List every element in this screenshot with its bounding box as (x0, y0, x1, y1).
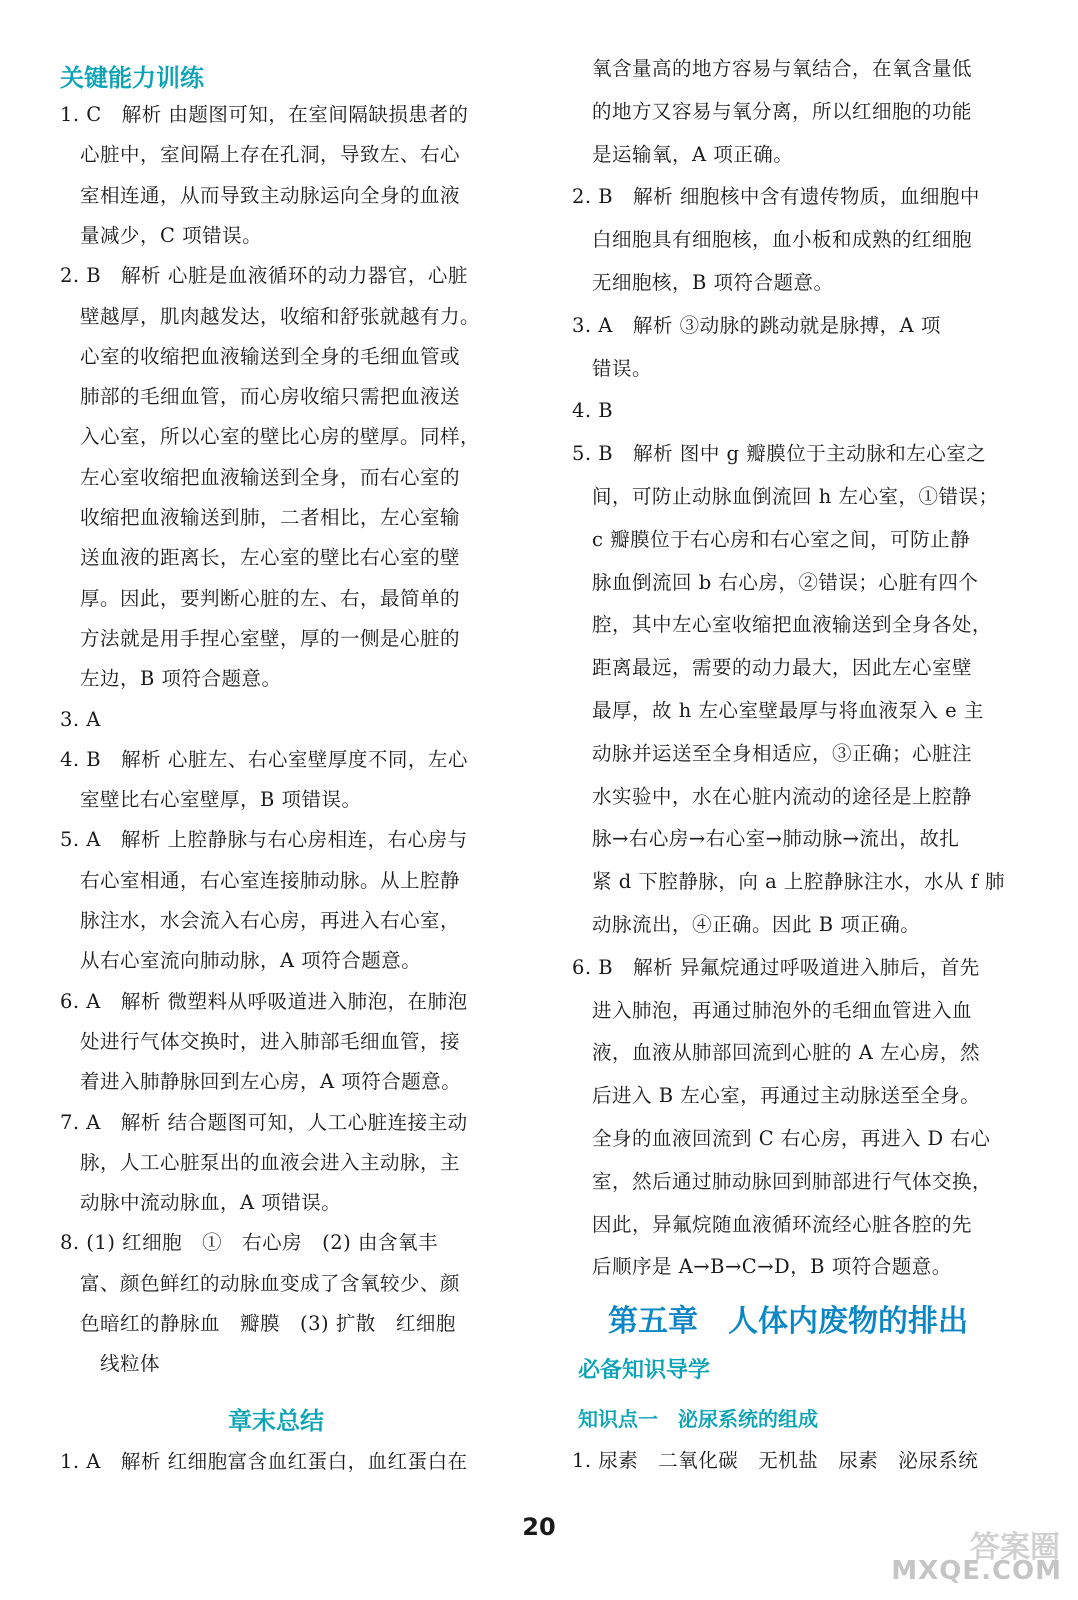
answer-line: 厚。因此，要判断心脏的左、右，最简单的 (60, 586, 461, 610)
answer-line: 收缩把血液输送到肺，二者相比，左心室输 (60, 506, 461, 529)
page-number: 20 (522, 1513, 556, 1541)
watermark-text: MXQE.COM (891, 1556, 1062, 1586)
answer-line: 方法就是用手捏心室壁，厚的一侧是心脏的 (60, 626, 461, 650)
section-heading-chapter-summary: 章末总结 (228, 1407, 324, 1435)
answer-line: 错误。 (572, 356, 653, 380)
answer-line: 送血液的距离长，左心室的壁比右心室的壁 (60, 546, 461, 570)
answer-line: 距离最远，需要的动力最大，因此左心室壁 (572, 656, 973, 680)
answer-line: 后进入 B 左心室，再通过主动脉送至全身。 (572, 1084, 981, 1108)
answer-line: 脉，人工心脏泵出的血液会进入主动脉，主 (60, 1150, 461, 1174)
answer-line: 液，血液从肺部回流到心脏的 A 左心房，然 (572, 1041, 980, 1065)
answer-line: 脉血倒流回 b 右心房，②错误；心脏有四个 (572, 570, 979, 594)
answer-line: 全身的血液回流到 C 右心房，再进入 D 右心 (572, 1127, 991, 1150)
section-heading-key-skills: 关键能力训练 (60, 64, 204, 92)
answer-line: 间，可防止动脉血倒流回 h 左心室，①错误； (572, 485, 999, 508)
chapter-title: 第五章 人体内废物的排出 (608, 1304, 968, 1339)
answer-line: 心脏中，室间隔上存在孔洞，导致左、右心 (60, 143, 461, 167)
answer-line: 白细胞具有细胞核，血小板和成熟的红细胞 (572, 228, 973, 252)
answer-line: 4. B (572, 399, 614, 423)
answer-line: 的地方又容易与氧分离，所以红细胞的功能 (572, 99, 973, 123)
answer-line: 8. (1) 红细胞 ① 右心房 (2) 由含氧丰 (60, 1231, 438, 1255)
answer-line: 7. A 解析 结合题图可知，人工心脏连接主动 (60, 1110, 468, 1134)
watermark-glyphs: 答案圈 (970, 1530, 1060, 1565)
answer-line: 紧 d 下腔静脉，向 a 上腔静脉注水，水从 f 肺 (572, 870, 1006, 894)
answer-line: 脉→右心房→右心室→肺动脉→流出，故扎 (572, 827, 960, 851)
answer-line: 水实验中，水在心脏内流动的途径是上腔静 (572, 784, 973, 808)
answer-line: 因此，异氟烷随血液循环流经心脏各腔的先 (572, 1212, 973, 1236)
left-tail-line: 1. A 解析 红细胞富含血红蛋白，血红蛋白在 (60, 1450, 468, 1473)
answer-line: 6. A 解析 微塑料从呼吸道进入肺泡，在肺泡 (60, 989, 468, 1013)
answer-line: 无细胞核，B 项符合题意。 (572, 271, 834, 294)
answer-line: 处进行气体交换时，进入肺部毛细血管，接 (60, 1029, 461, 1053)
answer-line: 线粒体 (60, 1352, 161, 1376)
answer-line: 后顺序是 A→B→C→D，B 项符合题意。 (572, 1255, 952, 1279)
answer-line: 从右心室流向肺动脉，A 项符合题意。 (60, 949, 422, 973)
answer-line: 室，然后通过肺动脉回到肺部进行气体交换， (572, 1169, 993, 1193)
answer-line: 5. A 解析 上腔静脉与右心房相连，右心房与 (60, 828, 468, 852)
answer-line: 4. B 解析 心脏左、右心室壁厚度不同，左心 (60, 747, 468, 771)
answer-line: 5. B 解析 图中 g 瓣膜位于主动脉和左心室之 (572, 442, 987, 466)
answer-line: 氧含量高的地方容易与氧结合，在氧含量低 (572, 57, 973, 80)
answer-line: 动脉流出，④正确。因此 B 项正确。 (572, 913, 921, 936)
answer-line: 量减少，C 项错误。 (60, 223, 263, 247)
answer-line: 脉注水，水会流入右心房，再进入右心室， (60, 909, 461, 932)
answer-line: 右心室相通，右心室连接肺动脉。从上腔静 (60, 868, 461, 892)
answer-line: 富、颜色鲜红的动脉血变成了含氧较少、颜 (60, 1271, 461, 1295)
answer-line: 左边，B 项符合题意。 (60, 667, 282, 691)
answer-line: 壁越厚，肌肉越发达，收缩和舒张就越有力。 (60, 304, 481, 328)
answer-line: 3. A 解析 ③动脉的跳动就是脉搏，A 项 (572, 313, 941, 337)
answer-line: 左心室收缩把血液输送到全身，而右心室的 (60, 465, 461, 489)
answer-line: 腔，其中左心室收缩把血液输送到全身各处， (572, 613, 993, 637)
answer-line: c 瓣膜位于右心房和右心室之间，可防止静 (572, 527, 971, 551)
answer-line: 6. B 解析 异氟烷通过呼吸道进入肺后，首先 (572, 955, 980, 979)
section-heading-essential-knowledge: 必备知识导学 (578, 1358, 711, 1383)
right-tail-line: 1. 尿素 二氧化碳 无机盐 尿素 泌尿系统 (572, 1449, 979, 1472)
watermark-logo (891, 1522, 1062, 1586)
answer-line: 3. A (60, 707, 101, 731)
answer-line: 2. B 解析 心脏是血液循环的动力器官，心脏 (60, 264, 468, 288)
answer-line: 室相连通，从而导致主动脉运向全身的血液 (60, 183, 461, 207)
answer-line: 入心室，所以心室的壁比心房的壁厚。同样， (60, 425, 481, 449)
answer-line: 1. C 解析 由题图可知，在室间隔缺损患者的 (60, 103, 469, 126)
answer-line: 着进入肺静脉回到左心房，A 项符合题意。 (60, 1070, 462, 1094)
answer-line: 色暗红的静脉血 瓣膜 (3) 扩散 红细胞 (60, 1312, 456, 1335)
answer-line: 最厚，故 h 左心室壁最厚与将血液泵入 e 主 (572, 699, 984, 722)
answer-line: 2. B 解析 细胞核中含有遗传物质，血细胞中 (572, 185, 980, 209)
answer-line: 心室的收缩把血液输送到全身的毛细血管或 (60, 344, 461, 368)
answer-line: 是运输氧，A 项正确。 (572, 142, 794, 166)
answer-line: 室壁比右心室壁厚，B 项错误。 (60, 788, 362, 812)
answer-line: 肺部的毛细血管，而心房收缩只需把血液送 (60, 385, 461, 409)
knowledge-point-heading: 知识点一 泌尿系统的组成 (578, 1407, 818, 1431)
answer-line: 进入肺泡，再通过肺泡外的毛细血管进入血 (572, 998, 973, 1022)
answer-line: 动脉并运送至全身相适应，③正确；心脏注 (572, 741, 973, 765)
answer-line: 动脉中流动脉血，A 项错误。 (60, 1191, 342, 1215)
